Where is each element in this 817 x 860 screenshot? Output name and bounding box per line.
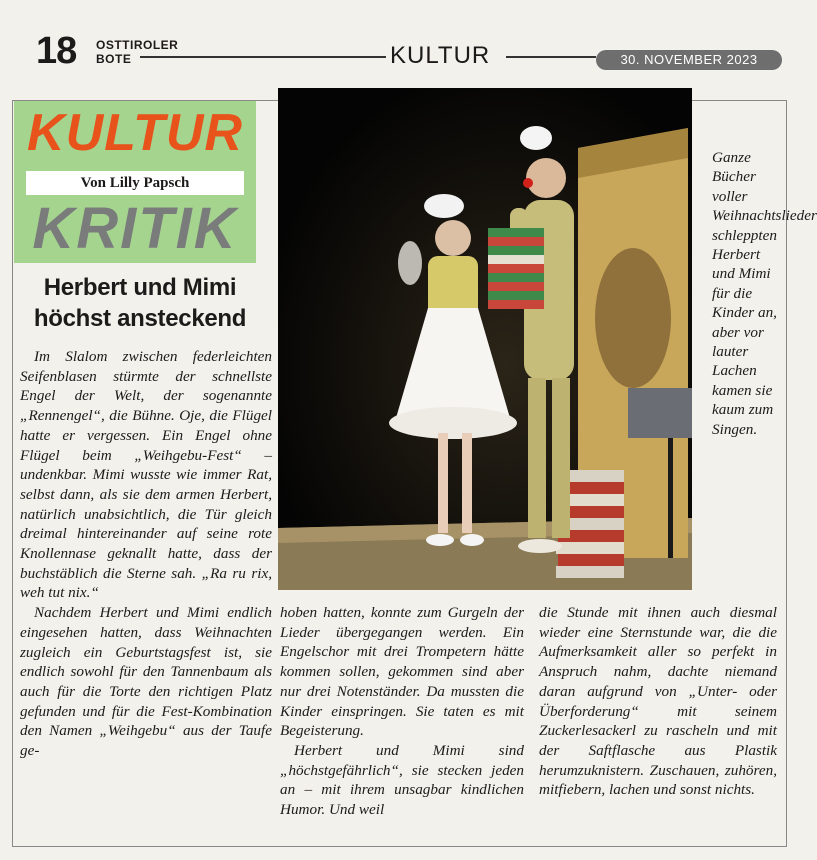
paper-name-line1: OSTTIROLER — [96, 38, 179, 52]
column2-paragraph-2: Herbert und Mimi sind „höchstgefährlich“, sie stecken jeden an – mit ihrem unsagbar kindlichen Humor. Und weil — [280, 741, 524, 819]
held-books-icon — [488, 228, 544, 309]
article-column-2 — [280, 603, 524, 820]
column2-paragraph-1: hoben hatten, konnte zum Gurgeln der Lieder übergegangen werden. Ein Engelschor mit drei Trompetern hätte kommen sollen, gekommen sind aber nur drei Notenständer. Da mussten die Kinder einspringen. Sie taten es mit Begeisterung. — [280, 604, 524, 740]
paper-name — [96, 38, 178, 66]
headline-line1: Herbert und Mimi — [43, 274, 237, 301]
column1-paragraph-1: Im Slalom zwischen federleichten Seifenblasen stürmte der schnellste Engel der Welt, der sogenannte „Rennengel“, die Bühne. Oje, die Flügel hatte er vergessen. Ein Engel ohne Flügel beim „Weihgebu-Fest“ – undenkbar. Mimi wusste wie immer Rat, selbst dann, als sie dem armen Herbert, natürlich unabsichtlich, die Tür gleich dreimal hintereinander auf seine rote Knollennase geknallt hatte, dass der buchstäblich die Sterne sah. „Ra ru rix, weh tut nix.“ — [20, 348, 272, 602]
column1-paragraph-2: Nachdem Herbert und Mimi endlich eingesehen hatten, dass Weihnachten zugleich ein Geburtstagsfest ist, sie endlich sowohl für den Tannenbaum als auch für die Torte den richtigen Platz gefunden und für die Fest-Kombination den Namen „Weihgebu“ aus der Taufe ge- — [20, 604, 272, 760]
author-byline: Von Lilly Papsch — [26, 171, 244, 195]
header-rule-right — [506, 56, 596, 58]
logo-word-kritik: KRITIK — [32, 196, 238, 261]
article-column-1 — [20, 347, 272, 761]
logo-word-kultur: KULTUR — [27, 104, 243, 162]
date-badge: 30. NOVEMBER 2023 — [596, 50, 782, 70]
kulturkritik-logo — [14, 101, 256, 263]
page-number: 18 — [36, 30, 77, 72]
article-headline — [16, 272, 264, 334]
paper-name-line2: BOTE — [96, 52, 132, 66]
headline-line2: höchst ansteckend — [33, 305, 247, 332]
header-rule-left — [140, 56, 386, 58]
photo-caption: Ganze Bücher voller Weihnachtslieder schleppten Herbert und Mimi für die Kinder an, aber vor lauter Lachen kamen sie kaum zum Singen. — [712, 149, 817, 438]
article-column-3 — [539, 603, 777, 800]
stage-photo — [278, 88, 692, 590]
stage-photo-illustration — [278, 88, 692, 590]
section-title: KULTUR — [390, 42, 491, 69]
column3-paragraph-1: die Stunde mit ihnen auch diesmal wieder eine Sternstunde war, die die Aufmerksamkeit aller so perfekt in Anspruch nahm, dachte niemand daran aufgrund von „Unter- oder Überforderung“ mit seinem Zuckerlesackerl zu rascheln und mit der Saftflasche aus Plastik herumzuknistern. Zuschauen, zuhören, mitfiebern, lachen und sonst nichts. — [539, 604, 777, 799]
